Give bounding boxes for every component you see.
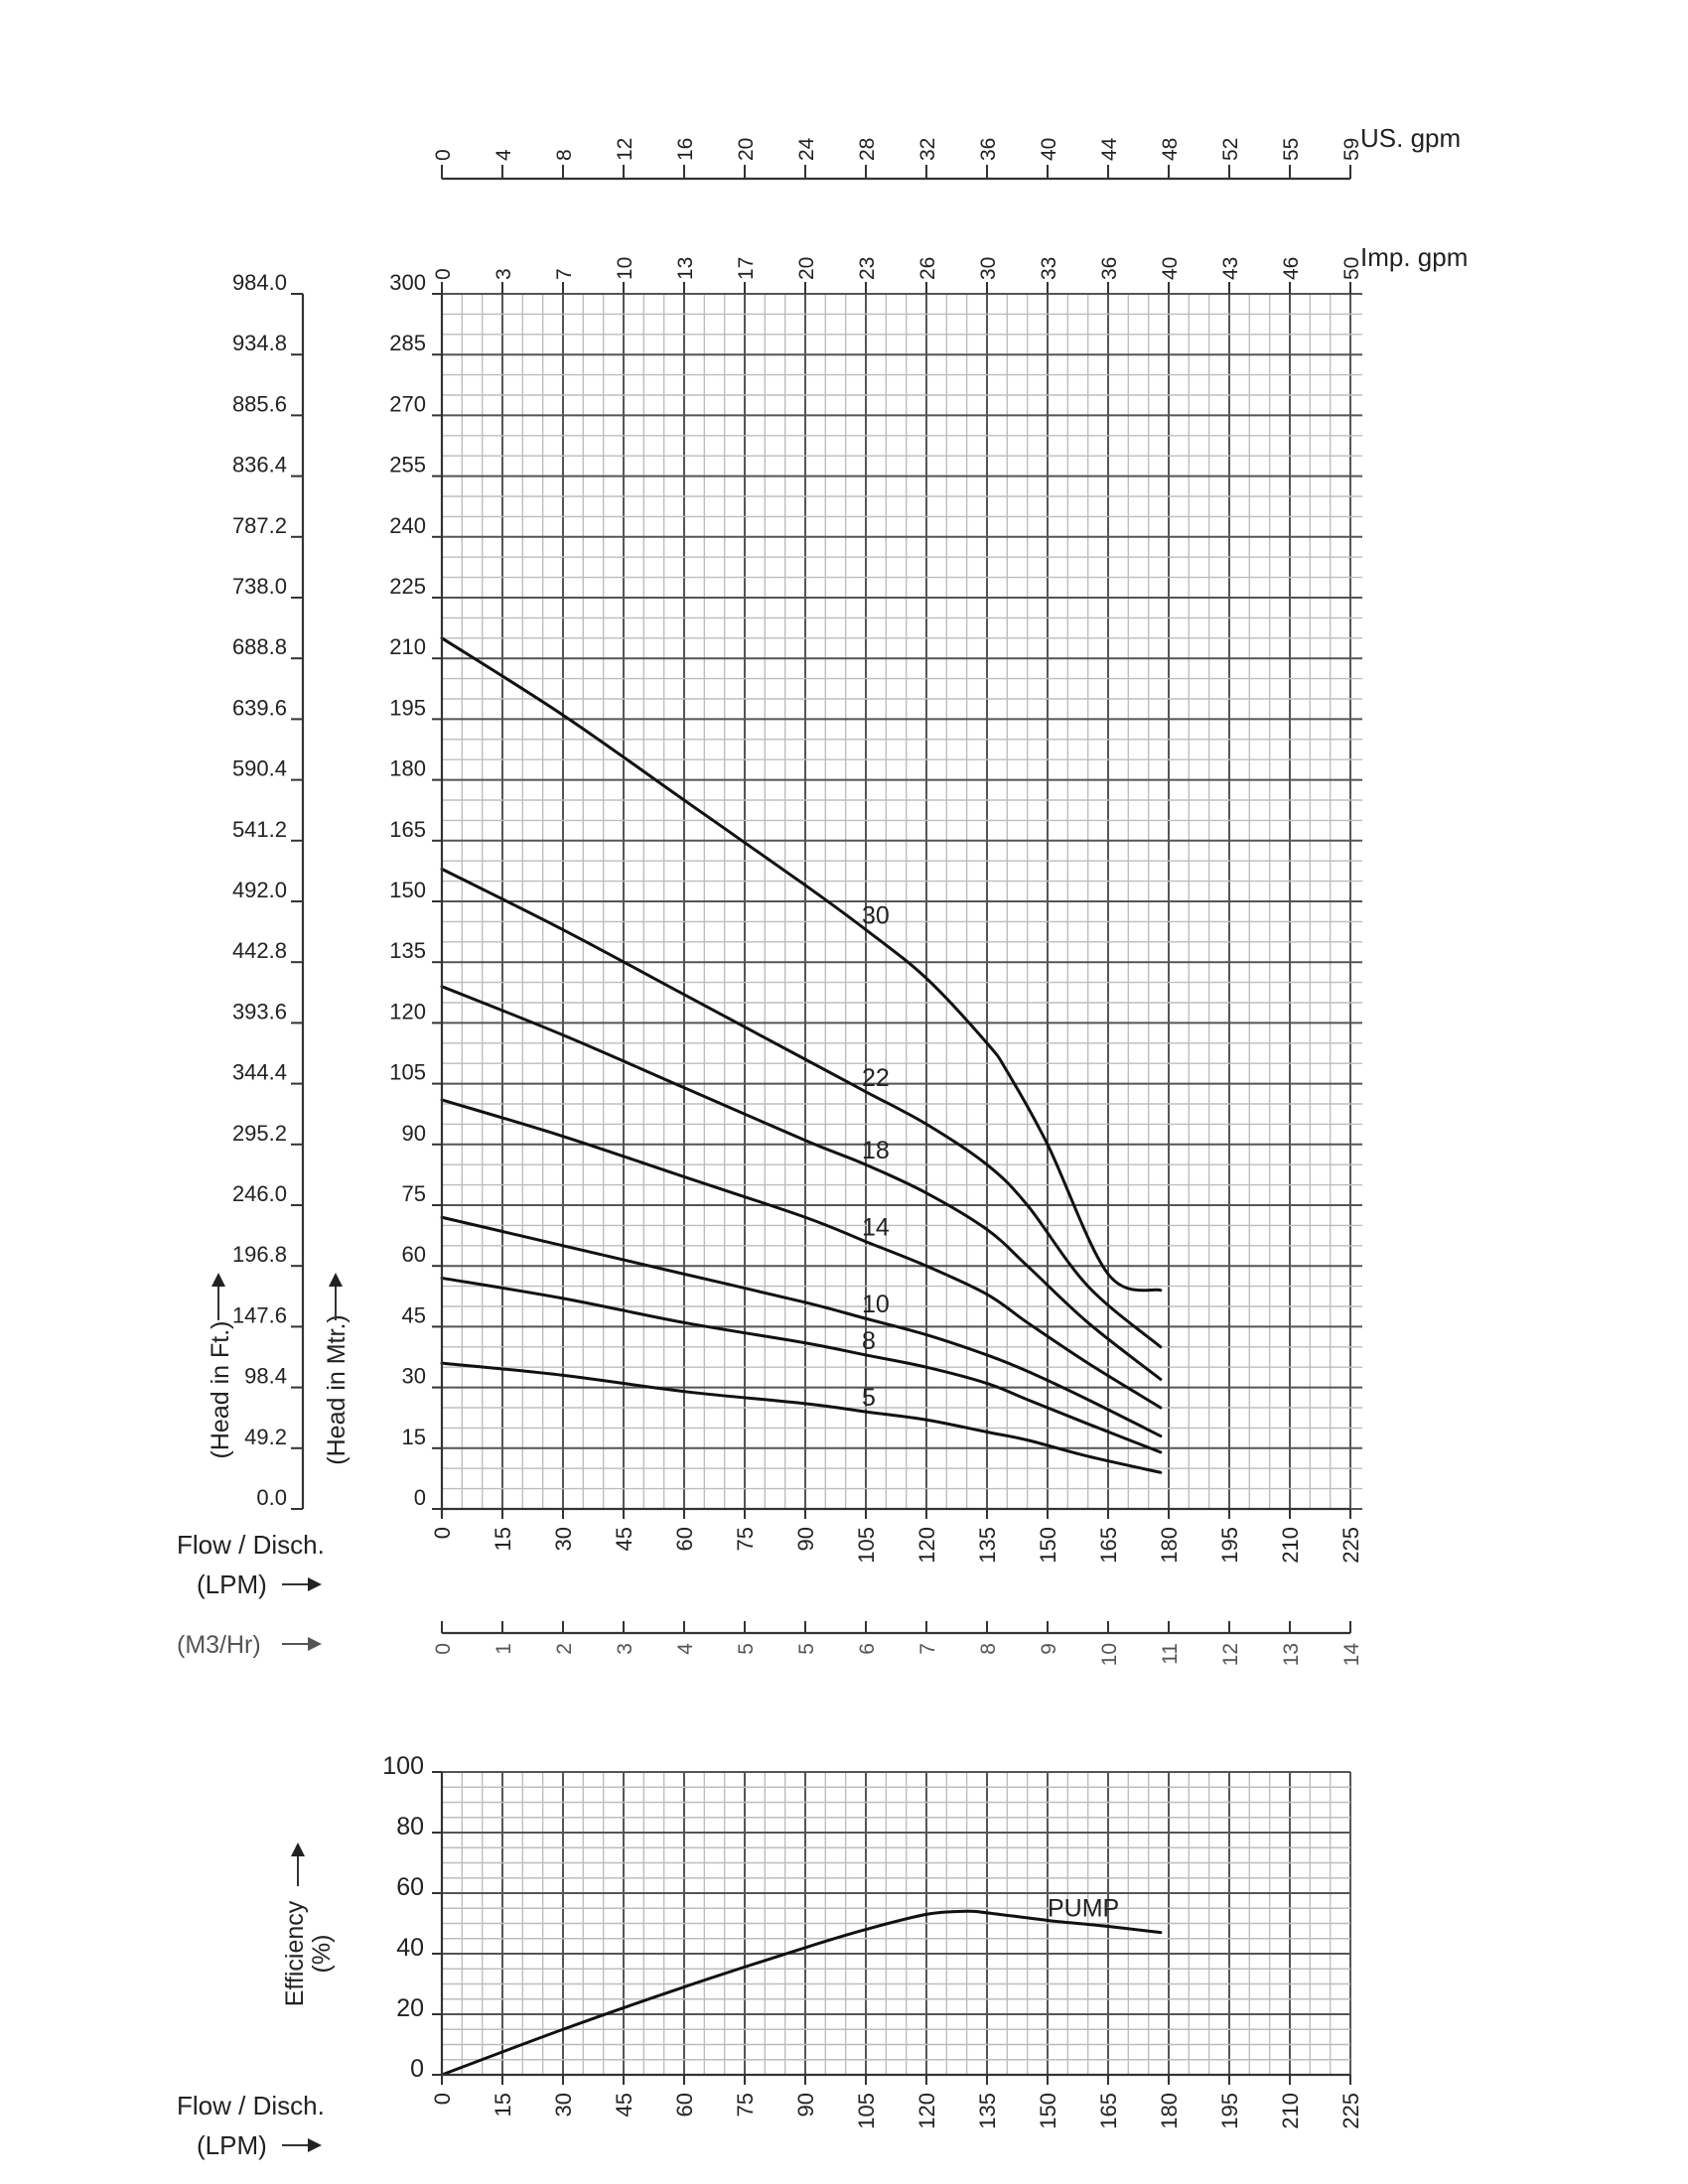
m3-x-tick-label: 13 xyxy=(1280,1643,1303,1667)
m3-x-tick-label: 14 xyxy=(1340,1643,1363,1667)
eff-x-tick-label-lpm: 90 xyxy=(793,2093,818,2117)
arrow-up-icon xyxy=(291,1843,305,1886)
head-y-tick-label-ft: 541.2 xyxy=(231,816,287,842)
head-curve-22 xyxy=(442,869,1161,1346)
eff-x-tick-label-lpm: 15 xyxy=(491,2093,515,2117)
us-gpm-tick-label: 40 xyxy=(1038,137,1060,161)
m3-x-tick-label: 12 xyxy=(1219,1643,1242,1667)
head-y-tick-label-ft: 934.8 xyxy=(231,331,287,356)
head-curve-label-8: 8 xyxy=(862,1326,876,1355)
head-y-tick-label-ft: 688.8 xyxy=(231,634,287,660)
us-gpm-tick-label: 55 xyxy=(1280,137,1303,161)
head-xlabel-flow: Flow / Disch. xyxy=(177,1530,325,1560)
head-y-tick-label-ft: 885.6 xyxy=(231,391,287,417)
arrow-right-icon xyxy=(282,1577,322,1591)
head-curve-18 xyxy=(442,987,1161,1380)
us-gpm-tick-label: 28 xyxy=(856,137,879,161)
head-x-tick-label-lpm: 135 xyxy=(975,1527,1000,1564)
imp-gpm-tick-label: 23 xyxy=(856,256,879,280)
imp-gpm-tick-label: 0 xyxy=(432,268,455,280)
head-y-tick-label-m: 180 xyxy=(389,755,426,781)
m3-x-tick-label: 5 xyxy=(795,1643,818,1655)
m3-x-tick-label: 9 xyxy=(1038,1643,1060,1655)
head-y-tick-label-ft: 344.4 xyxy=(231,1059,287,1085)
head-x-tick-label-lpm: 210 xyxy=(1278,1527,1303,1564)
head-y-tick-label-ft: 196.8 xyxy=(231,1242,287,1268)
head-curve-5 xyxy=(442,1363,1161,1472)
head-y-tick-label-m: 15 xyxy=(401,1424,426,1449)
head-y-tick-label-m: 210 xyxy=(389,634,426,660)
m3-x-tick-label: 2 xyxy=(553,1643,576,1655)
efficiency-chart-grid xyxy=(442,1772,1350,2075)
us-gpm-tick-label: 4 xyxy=(492,149,515,161)
imp-gpm-tick-label: 40 xyxy=(1159,256,1182,280)
eff-x-tick-label-lpm: 180 xyxy=(1157,2093,1182,2129)
head-curve-30 xyxy=(442,638,1161,1291)
head-y-tick-label-ft: 442.8 xyxy=(231,938,287,964)
head-curve-label-18: 18 xyxy=(862,1137,890,1165)
head-x-tick-label-lpm: 90 xyxy=(793,1527,818,1552)
m3-x-tick-label: 11 xyxy=(1159,1643,1182,1665)
eff-x-tick-label-lpm: 225 xyxy=(1338,2093,1363,2129)
eff-x-tick-label-lpm: 120 xyxy=(914,2093,939,2129)
head-x-tick-label-lpm: 0 xyxy=(430,1527,455,1540)
imp-gpm-tick-label: 17 xyxy=(735,256,758,280)
head-y-tick-label-m: 75 xyxy=(401,1181,426,1206)
us-gpm-tick-label: 12 xyxy=(614,137,636,161)
eff-xlabel-flow: Flow / Disch. xyxy=(177,2091,325,2120)
eff-ylabel: Efficiency xyxy=(281,1900,309,2007)
arrow-right-icon xyxy=(282,1637,322,1651)
head-curve-label-5: 5 xyxy=(862,1384,876,1413)
imp-gpm-tick-label: 26 xyxy=(916,256,939,280)
head-y-tick-label-ft: 49.2 xyxy=(244,1424,287,1449)
imp-gpm-tick-label: 33 xyxy=(1038,256,1060,280)
head-y-tick-label-m: 135 xyxy=(389,938,426,964)
head-curve-14 xyxy=(442,1100,1161,1408)
head-y-tick-label-m: 30 xyxy=(401,1363,426,1389)
eff-x-tick-label-lpm: 30 xyxy=(551,2093,576,2117)
eff-x-tick-label-lpm: 165 xyxy=(1096,2093,1121,2129)
head-x-tick-label-lpm: 150 xyxy=(1036,1527,1060,1564)
head-curve-8 xyxy=(442,1278,1161,1451)
eff-x-tick-label-lpm: 150 xyxy=(1036,2093,1060,2129)
head-x-tick-label-lpm: 195 xyxy=(1217,1527,1242,1564)
head-y-tick-label-m: 255 xyxy=(389,452,426,478)
eff-y-tick-label: 100 xyxy=(382,1752,424,1780)
eff-y-tick-label: 80 xyxy=(396,1813,424,1841)
head-x-tick-label-lpm: 15 xyxy=(491,1527,515,1552)
imp-gpm-tick-label: 13 xyxy=(674,256,697,280)
eff-x-tick-label-lpm: 195 xyxy=(1217,2093,1242,2129)
head-y-tick-label-ft: 738.0 xyxy=(231,574,287,599)
head-x-tick-label-lpm: 165 xyxy=(1096,1527,1121,1564)
eff-xunit-lpm: (LPM) xyxy=(197,2130,267,2160)
head-y-tick-label-m: 150 xyxy=(389,878,426,902)
head-y-tick-label-ft: 492.0 xyxy=(231,878,287,902)
eff-curve-label-pump: PUMP xyxy=(1048,1894,1120,1923)
us-gpm-tick-label: 48 xyxy=(1159,137,1182,161)
m3-x-tick-label: 0 xyxy=(432,1643,455,1655)
us-gpm-tick-label: 52 xyxy=(1219,137,1242,161)
head-y-tick-label-m: 105 xyxy=(389,1059,426,1085)
head-y-tick-label-ft: 246.0 xyxy=(231,1181,287,1206)
top-axis-imp-label: Imp. gpm xyxy=(1360,242,1469,272)
imp-gpm-tick-label: 20 xyxy=(795,256,818,280)
arrow-up-icon xyxy=(211,1273,225,1320)
head-y-tick-label-m: 0 xyxy=(413,1485,426,1510)
head-y-tick-label-m: 240 xyxy=(389,512,426,538)
head-y-tick-label-m: 90 xyxy=(401,1120,426,1146)
imp-gpm-tick-label: 46 xyxy=(1280,256,1303,280)
head-ylabel-m: (Head in Mtr.) xyxy=(323,1314,351,1465)
us-gpm-tick-label: 59 xyxy=(1340,137,1363,161)
head-y-tick-label-ft: 639.6 xyxy=(231,695,287,721)
head-x-tick-label-lpm: 180 xyxy=(1157,1527,1182,1564)
head-y-tick-label-ft: 98.4 xyxy=(244,1363,287,1389)
us-gpm-tick-label: 16 xyxy=(674,137,697,161)
head-y-tick-label-ft: 590.4 xyxy=(231,755,287,781)
m3-x-tick-label: 7 xyxy=(916,1643,939,1655)
imp-gpm-tick-label: 30 xyxy=(977,256,1000,280)
head-x-tick-label-lpm: 120 xyxy=(914,1527,939,1564)
m3-x-tick-label: 1 xyxy=(492,1643,515,1655)
eff-y-tick-label: 60 xyxy=(396,1873,424,1901)
head-curve-label-22: 22 xyxy=(862,1063,890,1092)
eff-y-tick-label: 20 xyxy=(396,1994,424,2022)
head-y-tick-label-ft: 147.6 xyxy=(231,1302,287,1328)
head-y-tick-label-m: 225 xyxy=(389,574,426,599)
head-xunit-lpm: (LPM) xyxy=(197,1570,267,1599)
imp-gpm-tick-label: 10 xyxy=(614,256,636,280)
head-y-tick-label-m: 60 xyxy=(401,1242,426,1268)
imp-gpm-tick-label: 36 xyxy=(1098,256,1121,280)
head-x-tick-label-lpm: 45 xyxy=(612,1527,636,1552)
head-x-tick-label-lpm: 75 xyxy=(733,1527,758,1552)
eff-x-tick-label-lpm: 0 xyxy=(430,2093,455,2106)
imp-gpm-tick-label: 50 xyxy=(1340,256,1363,280)
eff-x-tick-label-lpm: 210 xyxy=(1278,2093,1303,2129)
head-curve-label-10: 10 xyxy=(862,1291,890,1319)
m3-x-tick-label: 4 xyxy=(674,1643,697,1655)
top-axis-us-label: US. gpm xyxy=(1360,123,1462,153)
head-y-tick-label-m: 195 xyxy=(389,695,426,721)
head-curve-label-30: 30 xyxy=(862,901,890,930)
eff-y-tick-label: 0 xyxy=(410,2055,424,2083)
head-x-tick-label-lpm: 60 xyxy=(672,1527,697,1552)
m3-x-tick-label: 6 xyxy=(856,1643,879,1655)
arrow-up-icon xyxy=(329,1273,343,1320)
us-gpm-tick-label: 24 xyxy=(795,137,818,161)
head-ylabel-ft: (Head in Ft.) xyxy=(207,1320,234,1459)
head-y-tick-label-ft: 787.2 xyxy=(231,512,287,538)
eff-x-tick-label-lpm: 75 xyxy=(733,2093,758,2117)
m3-x-tick-label: 5 xyxy=(735,1643,758,1655)
eff-x-tick-label-lpm: 105 xyxy=(854,2093,879,2129)
us-gpm-tick-label: 32 xyxy=(916,137,939,161)
head-x-tick-label-lpm: 225 xyxy=(1338,1527,1363,1564)
head-xunit-m3: (M3/Hr) xyxy=(177,1631,261,1659)
arrow-right-icon xyxy=(282,2138,322,2152)
imp-gpm-tick-label: 7 xyxy=(553,268,576,280)
head-curve-label-14: 14 xyxy=(862,1213,890,1242)
eff-x-tick-label-lpm: 45 xyxy=(612,2093,636,2117)
head-y-tick-label-m: 270 xyxy=(389,391,426,417)
us-gpm-tick-label: 8 xyxy=(553,149,576,161)
m3-x-tick-label: 8 xyxy=(977,1643,1000,1655)
head-y-tick-label-m: 45 xyxy=(401,1302,426,1328)
head-x-tick-label-lpm: 105 xyxy=(854,1527,879,1564)
us-gpm-tick-label: 20 xyxy=(735,137,758,161)
us-gpm-tick-label: 44 xyxy=(1098,137,1121,161)
eff-x-tick-label-lpm: 135 xyxy=(975,2093,1000,2129)
eff-y-tick-label: 40 xyxy=(396,1934,424,1962)
m3-x-tick-label: 10 xyxy=(1098,1643,1121,1667)
head-y-tick-label-ft: 393.6 xyxy=(231,999,287,1024)
m3-x-tick-label: 3 xyxy=(614,1643,636,1655)
us-gpm-tick-label: 36 xyxy=(977,137,1000,161)
eff-curve-pump xyxy=(442,1911,1161,2075)
efficiency-chart-axes xyxy=(382,1752,1363,2129)
eff-ylabel-unit: (%) xyxy=(308,1934,336,1974)
eff-x-tick-label-lpm: 60 xyxy=(672,2093,697,2117)
head-y-tick-label-ft: 984.0 xyxy=(231,270,287,295)
efficiency-chart-curves xyxy=(442,1894,1161,2075)
head-y-tick-label-m: 165 xyxy=(389,816,426,842)
us-gpm-tick-label: 0 xyxy=(432,149,455,161)
head-y-tick-label-ft: 295.2 xyxy=(231,1120,287,1146)
head-y-tick-label-ft: 0.0 xyxy=(256,1485,287,1510)
head-y-tick-label-m: 120 xyxy=(389,999,426,1024)
head-y-tick-label-ft: 836.4 xyxy=(231,452,287,478)
head-x-tick-label-lpm: 30 xyxy=(551,1527,576,1552)
head-y-tick-label-m: 300 xyxy=(389,270,426,295)
imp-gpm-tick-label: 43 xyxy=(1219,256,1242,280)
head-y-tick-label-m: 285 xyxy=(389,331,426,356)
imp-gpm-tick-label: 3 xyxy=(492,268,515,280)
